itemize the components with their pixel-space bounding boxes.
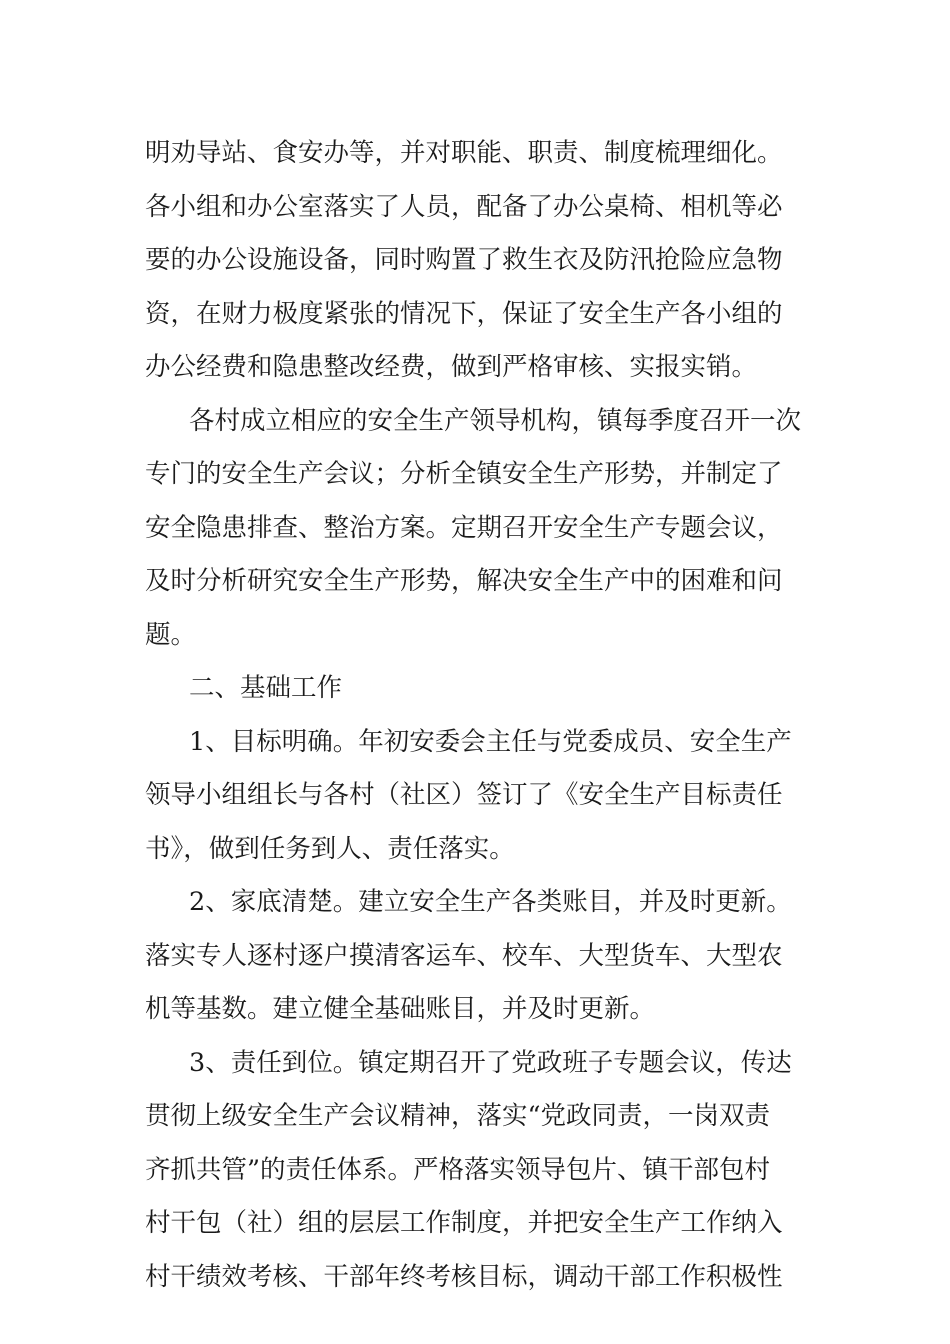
text-line: 村干绩效考核、干部年终考核目标，调动干部工作积极性 — [145, 1261, 783, 1292]
text-line: 1、目标明确。年初安委会主任与党委成员、安全生产 — [189, 726, 792, 757]
document-body — [145, 127, 815, 1304]
text-line: 落实专人逐村逐户摸清客运车、校车、大型货车、大型农 — [145, 940, 783, 971]
text-line: 题。 — [145, 619, 197, 650]
text-line: 要的办公设施设备，同时购置了救生衣及防汛抢险应急物 — [145, 245, 783, 275]
text-line: 明劝导站、食安办等，并对职能、职责、制度梳理细化。 — [145, 138, 783, 168]
text-line: 村干包（社）组的层层工作制度，并把安全生产工作纳入 — [145, 1208, 783, 1238]
text-line: 各村成立相应的安全生产领导机构，镇每季度召开一次 — [189, 405, 802, 436]
text-line: 2、家底清楚。建立安全生产各类账目，并及时更新。 — [189, 887, 792, 917]
text-line: 领导小组组长与各村（社区）签订了《安全生产目标责任 — [145, 780, 783, 810]
text-line: 安全隐患排查、整治方案。定期召开安全生产专题会议， — [145, 512, 783, 543]
text-line: 资，在财力极度紧张的情况下，保证了安全生产各小组的 — [145, 298, 783, 329]
text-line: 齐抓共管”的责任体系。严格落实领导包片、镇干部包村 — [145, 1154, 771, 1185]
text-line: 3、责任到位。镇定期召开了党政班子专题会议，传达 — [189, 1047, 792, 1078]
text-line: 书》，做到任务到人、责任落实。 — [145, 833, 515, 864]
text-line: 贯彻上级安全生产会议精神，落实“党政同责，一岗双责 — [145, 1101, 771, 1131]
text-line: 机等基数。建立健全基础账目，并及时更新。 — [145, 994, 656, 1024]
text-line: 专门的安全生产会议；分析全镇安全生产形势，并制定了 — [145, 459, 783, 489]
text-line: 及时分析研究安全生产形势，解决安全生产中的困难和问 — [145, 566, 783, 596]
text-line: 办公经费和隐患整改经费，做到严格审核、实报实销。 — [145, 352, 758, 382]
text-line: 二、基础工作 — [189, 673, 343, 703]
text-line: 各小组和办公室落实了人员，配备了办公桌椅、相机等必 — [145, 191, 783, 222]
